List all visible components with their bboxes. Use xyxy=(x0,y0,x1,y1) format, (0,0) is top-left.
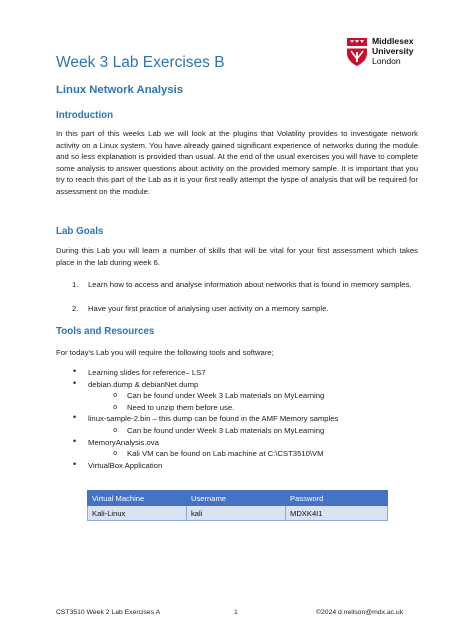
sub-list-text: Kali VM can be found on Lab machine at C:\CST3510\VM xyxy=(127,449,324,459)
table-header-row xyxy=(88,491,388,506)
bullet-icon: • xyxy=(73,377,77,388)
list-number: 2. xyxy=(72,304,79,313)
footer-right: ©2024 d.neilson@mdx.ac.uk xyxy=(316,609,404,616)
table-row xyxy=(88,506,388,521)
list-text: linux-sample-2.bin – this dump can be found in the AMF Memory samples xyxy=(88,414,339,424)
heading-lab-goals: Lab Goals xyxy=(56,226,104,237)
list-item xyxy=(56,379,418,391)
list-text: Have your first practice of analysing user activity on a memory sample. xyxy=(88,304,329,313)
document-subtitle: Linux Network Analysis xyxy=(56,84,184,96)
list-item xyxy=(56,367,418,379)
list-text: Learning slides for reference– LS7 xyxy=(88,368,206,377)
list-item xyxy=(56,460,418,472)
sub-list-text: Need to unzip them before use. xyxy=(127,402,235,412)
bullet-icon: • xyxy=(73,412,77,423)
logo-line-2: University xyxy=(372,46,414,56)
footer-page-number: 1 xyxy=(234,609,238,616)
table-header-cell: Password xyxy=(286,491,388,506)
bullet-icon: • xyxy=(73,435,77,446)
list-text: debian.dump & debianNet.dump xyxy=(88,379,199,389)
university-logo xyxy=(346,36,446,76)
table-cell: Kali-Linux xyxy=(88,506,187,521)
sub-list-item xyxy=(56,425,418,437)
document-title: Week 3 Lab Exercises B xyxy=(56,54,225,71)
list-item xyxy=(56,413,418,425)
logo-text xyxy=(372,36,414,66)
sub-list-text: Can be found under Week 3 Lab materials on MyLearning xyxy=(127,391,325,401)
sub-bullet-icon: o xyxy=(113,402,118,411)
list-text: Learn how to access and analyse information about networks that is found in memory samples. xyxy=(88,280,412,289)
list-item xyxy=(56,303,418,315)
sub-bullet-icon: o xyxy=(113,391,118,400)
lab-goals-paragraph: During this Lab you will learn a number of skills that will be vital for your first assessment which takes place in the lab during week 6. xyxy=(56,246,418,267)
heading-tools-resources: Tools and Resources xyxy=(56,326,155,337)
credentials-table xyxy=(87,490,388,521)
table-cell: MDXK4I1 xyxy=(286,506,388,521)
footer-left: CST3510 Week 2 Lab Exercises A xyxy=(56,609,161,616)
list-number: 1. xyxy=(72,280,79,289)
tools-paragraph: For today’s Lab you will require the following tools and software; xyxy=(56,348,274,357)
sub-list-text: Can be found under Week 3 Lab materials on MyLearning xyxy=(127,425,325,435)
table-header-cell: Virtual Machine xyxy=(88,491,187,506)
sub-list-item xyxy=(56,390,418,402)
sub-list-item xyxy=(56,448,418,460)
list-text: VirtualBox Application xyxy=(88,460,163,470)
list-item xyxy=(56,279,418,303)
list-item xyxy=(56,437,418,449)
logo-line-3: London xyxy=(372,56,401,66)
heading-introduction: Introduction xyxy=(56,110,114,121)
sub-bullet-icon: o xyxy=(113,449,118,458)
table-header-cell: Username xyxy=(187,491,286,506)
table-cell: kali xyxy=(187,506,286,521)
lab-goals-list xyxy=(56,279,418,315)
sub-bullet-icon: o xyxy=(113,425,118,434)
logo-line-1: Middlesex xyxy=(372,36,414,46)
list-text: MemoryAnalysis.ova xyxy=(88,437,159,447)
tools-list xyxy=(56,367,418,471)
shield-icon xyxy=(346,37,368,67)
introduction-paragraph: In this part of this weeks Lab we will look at the plugins that Volatility provides to investigate network activity on a Linux system. You have already gained significant experience of networks during the module and so less explanation is provided than usual. At the end of the usual exercises you will have to complete some analysis to answer questions about activity on the provided memory sample. It is important that you try to reach this part of the Lab as it is your first really attempt the tyspe of analysis that will be required for assessment on the module. xyxy=(56,129,418,196)
sub-list-item xyxy=(56,402,418,414)
bullet-icon: • xyxy=(73,366,77,376)
bullet-icon: • xyxy=(73,458,77,469)
